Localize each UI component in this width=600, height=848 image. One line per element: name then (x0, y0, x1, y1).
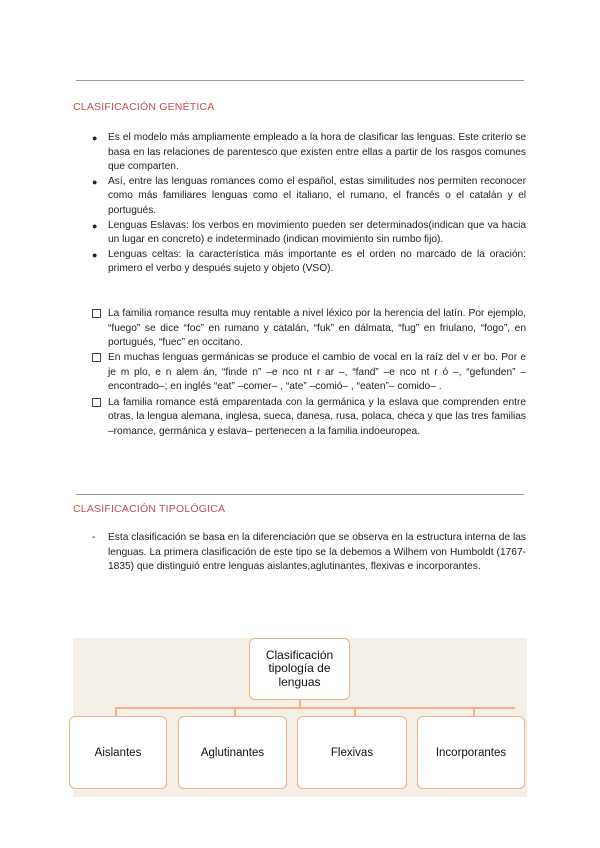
genetica-checkbox-list (92, 307, 526, 440)
diagram-node-aislantes: Aislantes (69, 716, 167, 789)
bullet-icon: ● (92, 133, 98, 143)
list-item: ● Así, entre las lenguas romances como el español, estas similitudes nos permiten reconocer como más familiares lenguas como el italiano, el rumano, el francés o el catalán y el portugués. (92, 175, 526, 216)
section-heading-genetica: CLASIFICACIÓN GENÉTICA (73, 101, 215, 113)
bullet-icon: ● (92, 220, 98, 231)
diagram-node-aglutinantes: Aglutinantes (178, 716, 287, 789)
checkbox-icon (92, 398, 101, 407)
list-item: La familia romance resulta muy rentable a nivel léxico por la herencia del latín. Por ejemplo, “fuego” se dice “foc” en rumano y catalán, “fuk” en dálmata, “fug” en friulano, “fogo”, en portugués, “fuec” en occitano. (92, 307, 526, 351)
dash-marker: - (92, 532, 96, 543)
list-item: ● Es el modelo más ampliamente empleado a la hora de clasificar las lenguas. Este criterio se basa en las relaciones de parentesco que existen entre ellas a partir de los rasgos comunes que comparten. (92, 132, 526, 173)
diagram-node-incorporantes: Incorporantes (417, 716, 525, 789)
section-heading-tipologica: CLASIFICACIÓN TIPOLÓGICA (73, 503, 226, 515)
tipologica-paragraph (92, 531, 526, 575)
list-item: ● Lenguas Eslavas: los verbos en movimiento pueden ser determinados(indican que va hacia un lugar en concreto) e indeterminado (indican movimiento sin rumbo fijo). (92, 219, 526, 246)
diagram-root-node: Clasificación tipología de lenguas (249, 638, 350, 700)
list-item: La familia romance está emparentada con la germánica y la eslava que comprenden entre otras, la lengua alemana, inglesa, sueca, danesa, rusa, polaca, checa y que las tres familias –romance, germánica y eslava– pertenecen a la familia indoeuropea. (92, 396, 526, 440)
connector-horizontal (115, 707, 515, 709)
connector-root-down (299, 699, 301, 707)
top-divider (76, 80, 524, 81)
checkbox-icon (92, 309, 101, 318)
tipologica-text: Esta clasificación se basa en la diferenciación que se observa en la estructura interna de las lenguas. La primera clasificación de este tipo se la debemos a Wilhem von Humboldt (1767-1835) que distinguió entre lenguas aislantes,aglutinantes, flexivas e incorporantes. (108, 532, 526, 573)
diagram-node-flexivas: Flexivas (297, 716, 407, 789)
bullet-icon: ● (92, 176, 98, 187)
list-item: En muchas lenguas germánicas se produce el cambio de vocal en la raíz del v er bo. Por e je m plo, e n alem án, “finde n” –e nco nt r ar –, “fand” –e nco nt r ó –, “gefunden” –encontrado–; en inglés “eat” –comer– , “ate” –comió– , “eaten”– comido– . (92, 351, 526, 395)
tipologia-diagram (73, 638, 527, 797)
bullet-icon: ● (92, 249, 98, 260)
list-item: ● Lenguas celtas: la característica más importante es el orden no marcado de la oración: primero el verbo y después sujeto y objeto (VSO). (92, 248, 526, 275)
checkbox-icon (92, 353, 101, 362)
section-divider (76, 494, 524, 495)
genetica-bullet-list (92, 131, 526, 277)
